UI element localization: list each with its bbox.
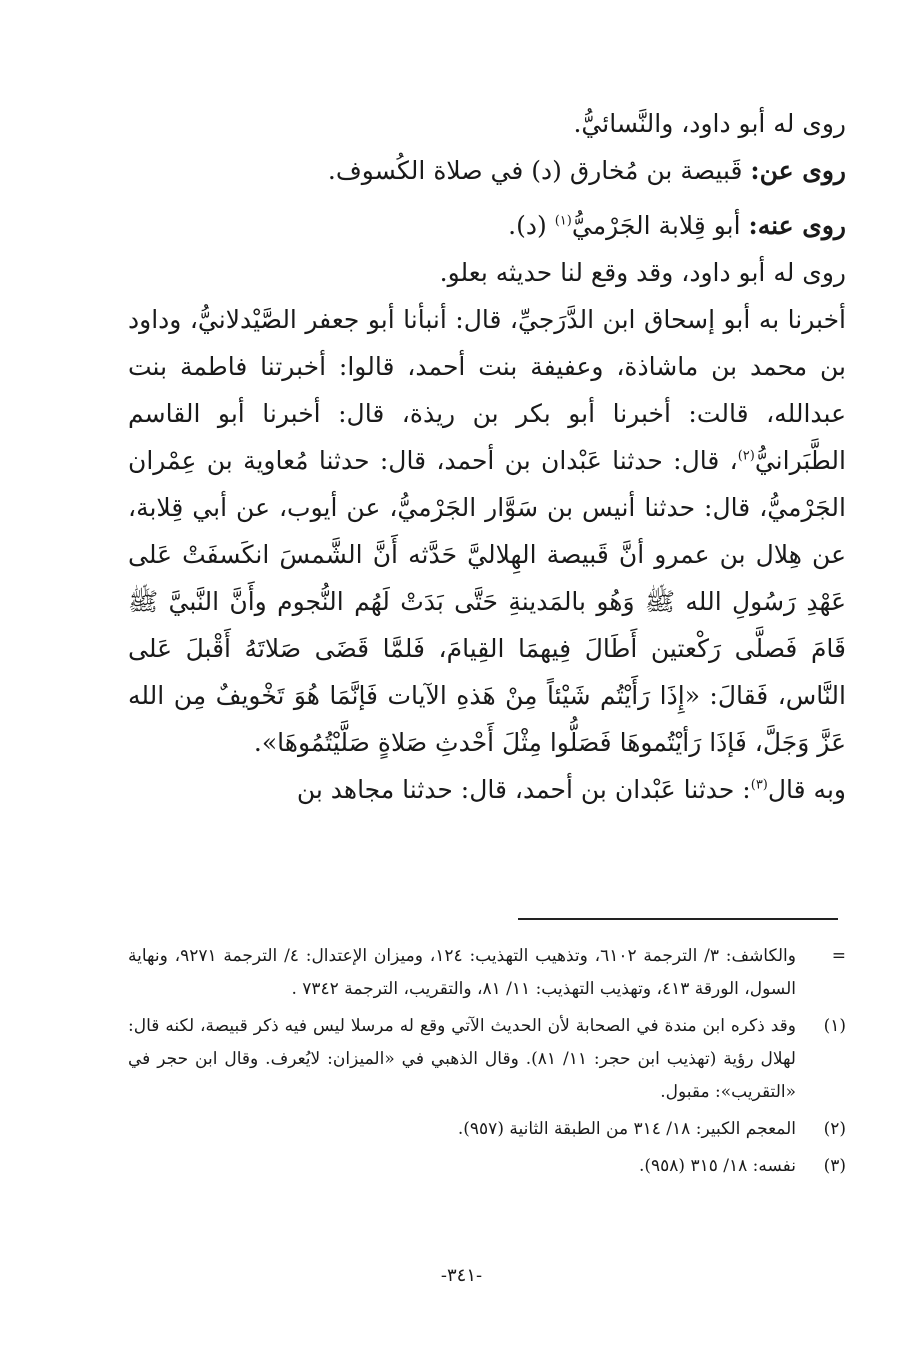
footnote-number: (٢) — [823, 1119, 846, 1139]
footnote-number: = — [831, 946, 846, 966]
footnote-ref-2: (٢) — [737, 448, 755, 464]
footnote-1 — [128, 1010, 846, 1109]
footnote-number: (١) — [823, 1016, 846, 1036]
footnotes — [128, 940, 846, 1187]
paragraph-narrated-from — [128, 147, 846, 194]
paragraph-text: قَبيصة بن مُخارق (د) في صلاة الكُسوف. — [327, 156, 751, 185]
paragraph-narration-note — [128, 249, 846, 296]
narrated-by-label: روى عنه: — [748, 211, 846, 240]
narrated-from-label: روى عن: — [750, 156, 846, 185]
paragraph-tail: (د). — [508, 211, 555, 240]
footnote-ref-3: (٣) — [750, 777, 768, 793]
paragraph-text: روى له أبو داود، والنَّسائيُّ. — [573, 109, 846, 138]
paragraph-text: وبه قال — [767, 775, 846, 804]
paragraph-narrators — [128, 100, 846, 147]
paragraph-tail: : حدثنا عَبْدان بن أحمد، قال: حدثنا مجاهد بن — [296, 775, 751, 804]
footnote-text: والكاشف: ٣/ الترجمة ٦١٠٢، وتذهيب التهذيب: ١٢٤، وميزان الإعتدال: ٤/ الترجمة ٩٢٧١، ونهاية السول، الورقة ٤١٣، وتهذيب التهذيب: ١١/ ٨١، والتقريب، الترجمة ٧٣٤٢ . — [128, 946, 796, 999]
footnote-text: نفسه: ١٨/ ٣١٥ (٩٥٨). — [638, 1156, 796, 1176]
footnote-number: (٣) — [823, 1156, 846, 1176]
paragraph-continuation — [128, 766, 846, 813]
paragraph-text: روى له أبو داود، وقد وقع لنا حديثه بعلو. — [439, 258, 846, 287]
footnote-text: وقد ذكره ابن مندة في الصحابة لأن الحديث الآتي وقع له مرسلا ليس فيه ذكر قبيصة، لكنه قال: لهلال رؤية (تهذيب ابن حجر: ١١/ ٨١). وقال الذهبي في «الميزان: لايُعرف. وقال ابن حجر في «التقريب»: مقبول. — [128, 1016, 796, 1102]
footnote-ref-1: (١) — [554, 213, 572, 229]
footnote-continuation — [128, 940, 846, 1006]
footnote-3 — [128, 1150, 846, 1183]
paragraph-narrated-by — [128, 202, 846, 249]
paragraph-text: أخبرنا به أبو إسحاق ابن الدَّرَجيِّ، قال: أنبأنا أبو جعفر الصَّيْدلانيُّ، وداود بن محمد بن ماشاذة، وعفيفة بنت أحمد، قالوا: أخبرتنا فاطمة بنت عبدالله، قالت: أخبرنا أبو بكر بن ريذة، قال: أخبرنا أبو القاسم الطَّبَرانيُّ — [128, 305, 846, 475]
paragraph-text: أبو قِلابة الجَرْميُّ — [571, 211, 749, 240]
page-number: -٣٤١- — [440, 1265, 483, 1286]
main-text — [128, 100, 846, 813]
paragraph-tail: ، قال: حدثنا عَبْدان بن أحمد، قال: حدثنا مُعاوية بن عِمْران الجَرْميُّ، قال: حدثنا أنيس بن سَوَّار الجَرْميُّ، عن أيوب، عن أبي قِلابة، عن هِلال بن عمرو أنَّ قَبيصة الهِلاليَّ حَدَّثه أَنَّ الشَّمسَ انكَسفَتْ عَلى عَهْدِ رَسُولِ الله ﷺ وَهُو بالمَدينةِ حَتَّى بَدَتْ لَهُم النُّجوم وأَنَّ النَّبيَّ ﷺ قَامَ فَصلَّى رَكْعتين أَطَالَ فِيهمَا القِيامَ، فَلمَّا قَضَى صَلاتَهُ أَقْبلَ عَلى النَّاس، فَقالَ: «إِذَا رَأَيْتُم شَيْئاً مِنْ هَذهِ الآيات فَإنَّمَا هُوَ تَخْويفٌ مِن الله عَزَّ وَجَلَّ، فَإذَا رَأيْتُموهَا فَصَلُّوا مِثْلَ أَحْدثِ صَلاةٍ صَلَّيْتُمُوهَا». — [128, 446, 846, 757]
footnote-text: المعجم الكبير: ١٨/ ٣١٤ من الطبقة الثانية (٩٥٧). — [457, 1119, 796, 1139]
paragraph-hadith — [128, 296, 846, 766]
footnote-divider — [518, 918, 838, 920]
footnote-2 — [128, 1113, 846, 1146]
